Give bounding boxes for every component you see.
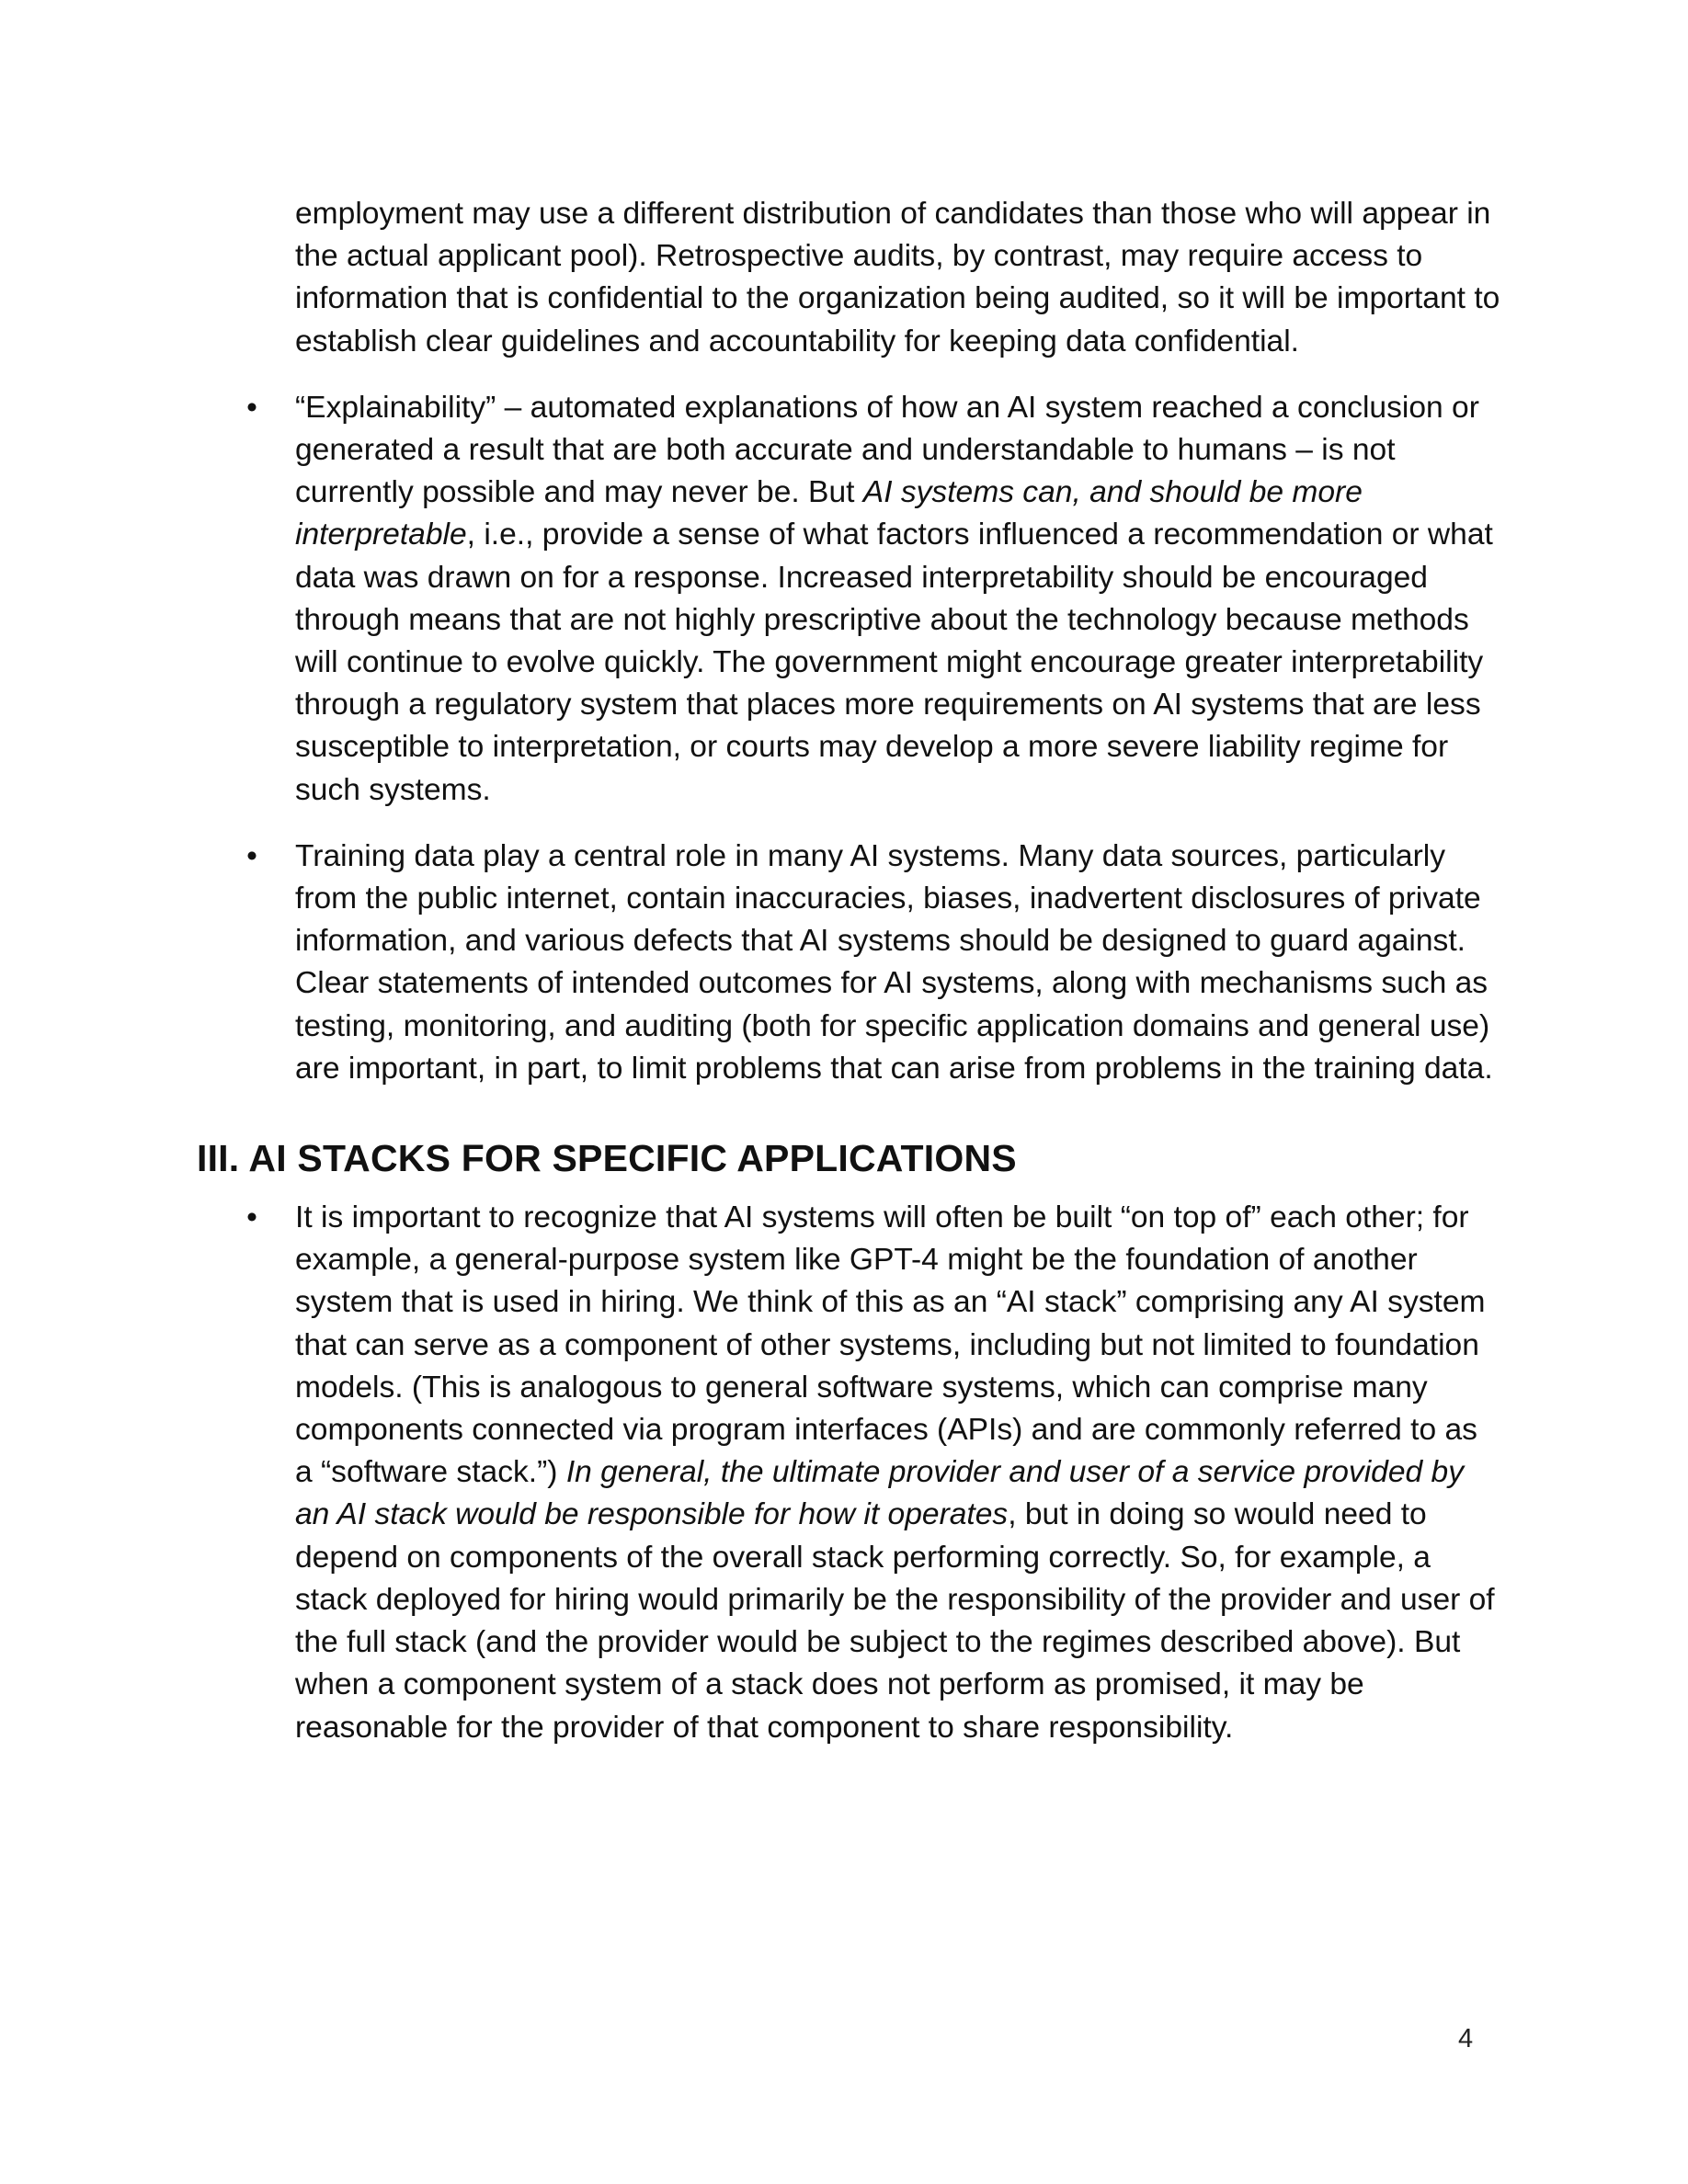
section-heading: III. AI STACKS FOR SPECIFIC APPLICATIONS [197, 1137, 1017, 1180]
bullet-text-continued: , i.e., provide a sense of what factors influenced a recommendation or what data was drawn on for a response. Increased interpretability should be encouraged through means that are not highly prescriptive about the technology because methods will continue to evolve quickly. The government might encourage greater interpretability through a regulatory system that places more requirements on AI systems that are less susceptible to interpretation, or courts may develop a more severe liability regime for such systems. [295, 518, 1493, 807]
bullet-emphasis: In general, the ultimate provider and user of a service provided by an AI stack would be responsible for how it operates [295, 1455, 1464, 1532]
bullet-text-continued: , but in doing so would need to depend on components of the overall stack performing correctly. So, for example, a stack deployed for hiring would primarily be the responsibility of the provider and user of the full stack (and the provider would be subject to the regimes described above). But when a component system of a stack does not perform as promised, it may be reasonable for the provider of that component to share responsibility. [295, 1497, 1495, 1745]
bullet-icon: • [246, 838, 257, 873]
bullet-explainability [197, 387, 1502, 812]
page-content [197, 193, 1502, 1749]
bullet-emphasis: AI systems can, and should be more interpretable [295, 475, 1363, 552]
continuation-paragraph: employment may use a different distribution of candidates than those who will appear in the actual applicant pool). Retrospective audits, by contrast, may require access to information that is confidential to the organization being audited, so it will be important to establish clear guidelines and accountability for keeping data confidential. [295, 197, 1500, 358]
bullet-training-data [197, 836, 1502, 1090]
bullet-list-2 [197, 1197, 1502, 1749]
bullet-icon: • [246, 390, 257, 425]
bullet-icon: • [246, 1200, 257, 1235]
bullet-text: “Explainability” – automated explanations of how an AI system reached a conclusion or generated a result that are both accurate and understandable to humans – is not currently possible and may never be. But [295, 390, 1479, 510]
bullet-text: It is important to recognize that AI systems will often be built “on top of” each other; for example, a general-purpose system like GPT-4 might be the foundation of another system that is used in hiring. We think of this as an “AI stack” comprising any AI system that can serve as a component of other systems, including but not limited to foundation models. (This is analogous to general software systems, which can comprise many components connected via program interfaces (APIs) and are commonly referred to as a “software stack.”) [295, 1200, 1486, 1490]
bullet-text: Training data play a central role in many AI systems. Many data sources, particularly from the public internet, contain inaccuracies, biases, inadvertent disclosures of private information, and various defects that AI systems should be designed to guard against. Clear statements of intended outcomes for AI systems, along with mechanisms such as testing, monitoring, and auditing (both for specific application domains and general use) are important, in part, to limit problems that can arise from problems in the training data. [295, 838, 1493, 1086]
bullet-list-1 [197, 387, 1502, 1090]
bullet-ai-stack [197, 1197, 1502, 1749]
page-number: 4 [1458, 2024, 1474, 2053]
